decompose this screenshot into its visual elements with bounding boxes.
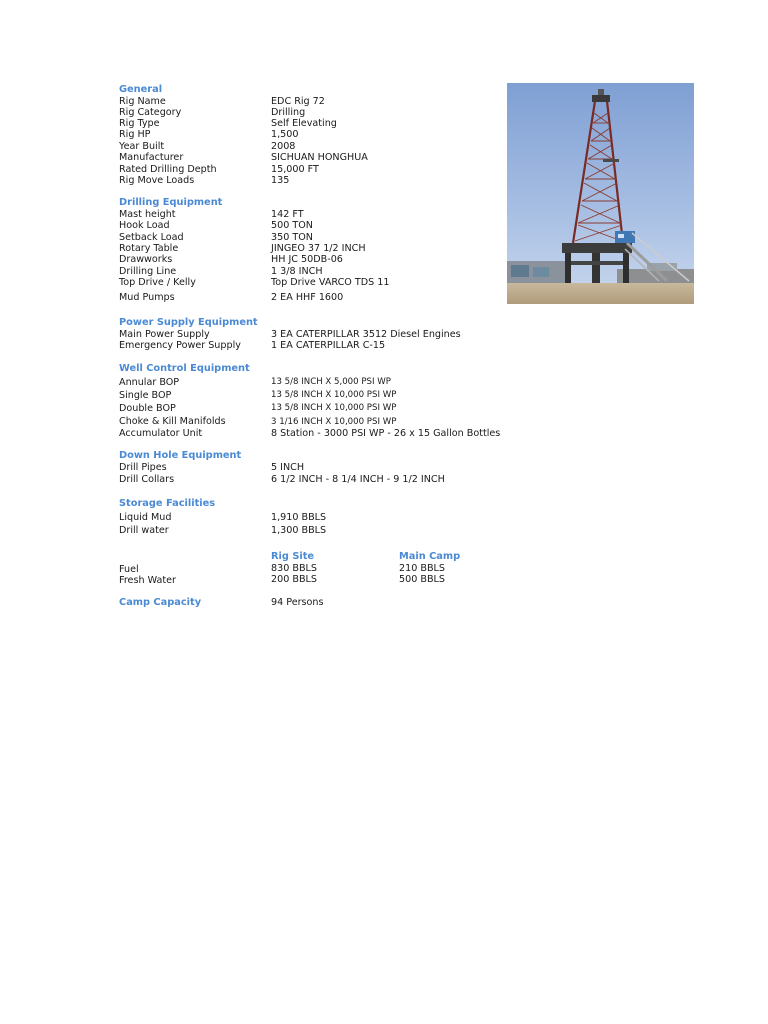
drilling-rig-photo <box>507 83 694 304</box>
value-year-built: 2008 <box>271 141 296 152</box>
section-heading-drilling-equipment: Drilling Equipment <box>119 197 223 208</box>
label-rig-type: Rig Type <box>119 118 160 129</box>
label-drill-water: Drill water <box>119 525 169 536</box>
value-camp-capacity: 94 Persons <box>271 597 324 608</box>
value-hook-load: 500 TON <box>271 220 313 231</box>
value-rig-type: Self Elevating <box>271 118 337 129</box>
value-mast-height: 142 FT <box>271 209 304 220</box>
label-rig-hp: Rig HP <box>119 129 151 140</box>
label-rig-name: Rig Name <box>119 96 166 107</box>
value-fuel-rig-site: 830 BBLS <box>271 563 317 574</box>
label-choke-kill-manifolds: Choke & Kill Manifolds <box>119 416 226 427</box>
value-rig-move-loads: 135 <box>271 175 290 186</box>
label-fresh-water: Fresh Water <box>119 575 176 586</box>
column-heading-rig-site: Rig Site <box>271 551 315 562</box>
label-double-bop: Double BOP <box>119 403 176 414</box>
value-fuel-main-camp: 210 BBLS <box>399 563 445 574</box>
value-double-bop: 13 5/8 INCH X 10,000 PSI WP <box>271 403 397 413</box>
value-drilling-line: 1 3/8 INCH <box>271 266 323 277</box>
value-drawworks: HH JC 50DB-06 <box>271 254 343 265</box>
value-fresh-water-rig-site: 200 BBLS <box>271 574 317 585</box>
value-setback-load: 350 TON <box>271 232 313 243</box>
value-accumulator-unit: 8 Station - 3000 PSI WP - 26 x 15 Gallon Bottles <box>271 428 501 439</box>
label-accumulator-unit: Accumulator Unit <box>119 428 203 439</box>
value-annular-bop: 13 5/8 INCH X 5,000 PSI WP <box>271 377 391 387</box>
value-rig-category: Drilling <box>271 107 306 118</box>
value-liquid-mud: 1,910 BBLS <box>271 512 327 523</box>
label-emergency-power-supply: Emergency Power Supply <box>119 340 241 351</box>
section-heading-camp-capacity: Camp Capacity <box>119 597 202 608</box>
value-emergency-power-supply: 1 EA CATERPILLAR C-15 <box>271 340 386 351</box>
section-heading-well-control: Well Control Equipment <box>119 363 250 374</box>
column-heading-main-camp: Main Camp <box>399 551 461 562</box>
label-single-bop: Single BOP <box>119 390 172 401</box>
value-rated-drilling-depth: 15,000 FT <box>271 164 319 175</box>
label-rig-category: Rig Category <box>119 107 182 118</box>
label-drawworks: Drawworks <box>119 254 173 265</box>
value-top-drive: Top Drive VARCO TDS 11 <box>271 277 390 288</box>
label-drilling-line: Drilling Line <box>119 266 177 277</box>
section-heading-down-hole: Down Hole Equipment <box>119 450 242 461</box>
label-annular-bop: Annular BOP <box>119 377 180 388</box>
label-mud-pumps: Mud Pumps <box>119 292 175 303</box>
section-heading-storage: Storage Facilities <box>119 498 216 509</box>
value-rotary-table: JINGEO 37 1/2 INCH <box>271 243 366 254</box>
value-mud-pumps: 2 EA HHF 1600 <box>271 292 344 303</box>
label-manufacturer: Manufacturer <box>119 152 184 163</box>
label-drill-pipes: Drill Pipes <box>119 462 167 473</box>
value-drill-water: 1,300 BBLS <box>271 525 327 536</box>
section-heading-power-supply: Power Supply Equipment <box>119 317 258 328</box>
label-setback-load: Setback Load <box>119 232 184 243</box>
label-mast-height: Mast height <box>119 209 176 220</box>
section-heading-general: General <box>119 84 163 95</box>
value-rig-hp: 1,500 <box>271 129 299 140</box>
value-drill-pipes: 5 INCH <box>271 462 305 473</box>
value-drill-collars: 6 1/2 INCH - 8 1/4 INCH - 9 1/2 INCH <box>271 474 445 485</box>
value-main-power-supply: 3 EA CATERPILLAR 3512 Diesel Engines <box>271 329 461 340</box>
value-rig-name: EDC Rig 72 <box>271 96 325 107</box>
value-manufacturer: SICHUAN HONGHUA <box>271 152 368 163</box>
label-liquid-mud: Liquid Mud <box>119 512 172 523</box>
label-rated-drilling-depth: Rated Drilling Depth <box>119 164 217 175</box>
label-main-power-supply: Main Power Supply <box>119 329 210 340</box>
value-choke-kill-manifolds: 3 1/16 INCH X 10,000 PSI WP <box>271 417 397 427</box>
label-rig-move-loads: Rig Move Loads <box>119 175 195 186</box>
value-single-bop: 13 5/8 INCH X 10,000 PSI WP <box>271 390 397 400</box>
label-top-drive: Top Drive / Kelly <box>119 277 196 288</box>
label-drill-collars: Drill Collars <box>119 474 175 485</box>
label-fuel: Fuel <box>119 564 139 575</box>
value-fresh-water-main-camp: 500 BBLS <box>399 574 445 585</box>
label-year-built: Year Built <box>119 141 165 152</box>
label-rotary-table: Rotary Table <box>119 243 179 254</box>
label-hook-load: Hook Load <box>119 220 170 231</box>
